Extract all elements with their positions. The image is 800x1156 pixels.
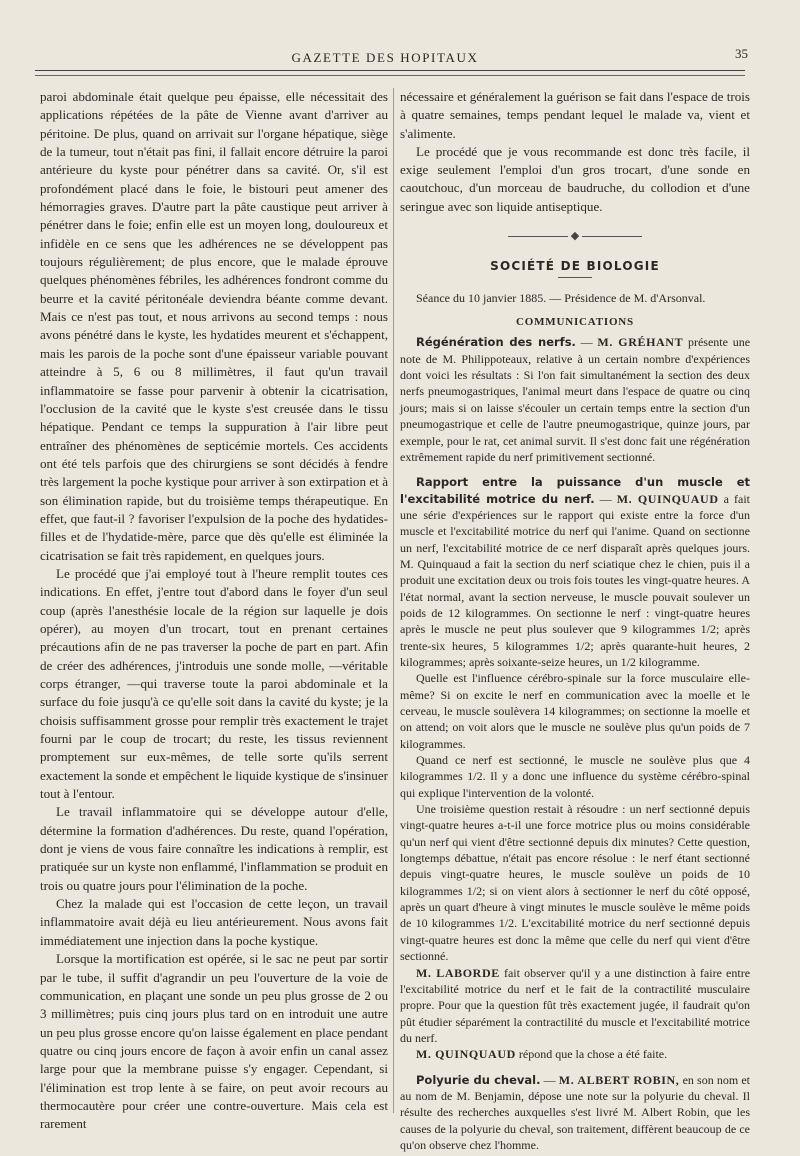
left-column [40,88,388,1134]
article-regeneration [400,334,750,465]
communications-heading: COMMUNICATIONS [516,316,634,329]
running-title: GAZETTE DES HOPITAUX [291,50,479,65]
article-title: Polyurie du cheval. [416,1072,541,1087]
author: M. QUINQUAUD [616,491,719,506]
reply-text: répond que la chose a été faite. [518,1047,668,1062]
author: M. LABORDE [416,965,500,980]
seance-line: Séance du 10 janvier 1885. — Présidence de M. d'Arsonval. [416,290,706,305]
author: M. ALBERT ROBIN, [558,1072,680,1087]
paragraph: Une troisième question restait à résoudre : un nerf sectionné depuis vingt-quatre heures a-t-il une force motrice plus ou moins considérable qu'un nerf qui vient d'être sectionné depuis dix minutes? Cette question, longtemps débattue, n'était pas encore résolue : le nerf étant sectionné depuis vingt-quatre heures, le muscle soulève un poids de 10 kilogrammes 1/2; si on vient alors à sectionner le nerf du côté opposé, après un quart d'heure à vingt minutes le muscle soulève le même poids de 10 kilogrammes 1/2. L'excitabilité motrice du nerf sectionné depuis vingt-quatre heures est donc la même que celle du nerf qui vient d'être sectionné. [400,802,750,964]
remark-text: fait observer qu'il y a une distinction à faire entre l'excitabilité motrice du nerf et le fait de la contractilité musculaire propre. Pour que la question fût très exactement jugée, il faudrait qu'on pût étudier séparément la contractilité du muscle et l'excitabilité motrice du nerf. [400,965,751,1045]
paragraph: Le travail inflammatoire qui se développe autour d'elle, détermine la formation d'adhérences. Du reste, quand l'opération, dont je viens de vous faire connaître les indications à remplir, est pratiquée sur un kyste non enflammé, l'inflammation se produit en trois ou quatre jours pour l'élimination de la poche. [40,804,388,893]
paragraph: Lorsque la mortification est opérée, si le sac ne peut par sortir par le tube, il suffit d'agrandir un peu l'ouverture de la voie de communication, en plaçant une sonde un peu plus grosse de 2 ou 3 millimètres; puis cinq jours plus tard on en introduit une autre un peu plus grosse encore qu'on laisse également en place pendant quatre ou cinq jours encore de façon à avoir enfin un canal assez large pour que la membrane puisse s'y engager. Cependant, si l'élimination est trop lente à se faire, on peut avoir recours au thermocautère pour créer une contre-ouverture. Mais cela est rarement [40,951,388,1132]
column-divider [393,88,394,1113]
header-rule [35,70,745,76]
paragraph: Le procédé que je vous recommande est donc très facile, il exige seulement l'emploi d'un gros trocart, d'une sonde en caoutchouc, d'un morceau de baudruche, du collodion et d'une seringue avec son liquide antiseptique. [400,143,750,214]
laborde-remark [400,965,750,1047]
author: M. QUINQUAUD [416,1047,516,1062]
title-rule [558,277,592,278]
paragraph: Chez la malade qui est l'occasion de cette leçon, un travail inflammatoire avait déjà eu lieu antérieurement. Nous avons fait immédiatement une injection dans la poche kystique. [40,896,388,948]
paragraph: Le procédé que j'ai employé tout à l'heure remplit toutes ces indications. En effet, j'entre tout d'abord dans le foyer d'un seul coup (après l'anesthésie locale de la région sur laquelle je dois opérer), au moyen d'un trocart, tout en prenant certaines précautions afin de ne pas traverser la poche de part en part. Afin de créer des adhérences, j'introduis une sonde molle, —véritable corps étranger, —qui traverse toute la paroi abdominale et la surface du foie jusqu'à ce qu'elle soit dans la cavité du kyste; je la choisis suffisamment grosse pour remplir très exactement le trajet fourni par le coup de trocart; du reste, les tissus reviennent promptement sur eux-mêmes, de telle sorte qu'ils serrent exactement la sonde et empêchent le liquide kystique de s'insinuer tout à l'entour. [40,565,388,802]
article-rapport [400,474,750,670]
article-title: Rapport entre la puissance d'un muscle et l'excitabilité motrice du nerf. [400,475,750,506]
dash: — [540,1072,559,1087]
article-title: Régénération des nerfs. [416,335,576,350]
author: M. GRÉHANT [597,335,684,350]
quinquaud-reply [400,1046,750,1062]
page-header [0,46,800,68]
dash: — [575,335,598,350]
paragraph: paroi abdominale était quelque peu épaisse, elle nécessitait des applications répétées de la pâte de Vienne avant d'arriver au péritoine. De plus, quand on arrivait sur l'organe hépatique, siège de la tumeur, tout n'était pas fini, il fallait encore détruire la paroi antérieure du kyste pour pénétrer dans sa cavité. Or, s'il est profondément placé dans le foie, le bistouri peut amener des hémorragies graves. D'autre part la pâte caustique peut arriver à pénétrer dans le foie; enfin elle est un moyen long, douloureux et infidèle en ce sens que les adhérences ne se développent pas toujours régulièrement; de plus encore, que le malade éprouve quelques phénomènes fébriles, les adhérences fondront comme du beurre et la cavité péritonéale deviendra béante comme devant. Mais ce n'est pas tout, et nous arrivons au second temps : nous avons pénétré dans le kyste, les hydatides meurent et s'échappent, mais les parois de la poche sont d'une épaisseur variable pouvant atteindre à 5, 6 ou 8 millimètres, il faut qu'un travail inflammatoire se fasse pour parvenir à obtenir la cicatrisation, l'occlusion de la cavité que le kyste s'est creusée dans le tissu hépatique. Pendant ce temps la suppuration à l'air libre peut entraîner des phénomènes de septicémie mortels. Ces accidents ont été tels parfois que des chirurgiens se sont décidés à fendre très largement la poche kystique pour arriver à son extirpation et à son élimination rapide, but du troisième temps thérapeutique. En effet, que faut-il ? favoriser l'expulsion de la poche des hydatides-filles et de l'hydatide-mère, parce que dès qu'elle est éliminée la cicatrisation se fait très rapidement, en quelques jours. [40,89,388,563]
paragraph: Quand ce nerf est sectionné, le muscle ne soulève plus que 4 kilogrammes 1/2. Il y a donc une influence du système cérébro-spinal qui explique l'intervention de la volonté. [400,753,750,800]
article-text: en son nom et au nom de M. Benjamin, dépose une note sur la polyurie du cheval. Il résulte des recherches auxquelles s'est livré M. Albert Robin, que les causes de la polyurie du cheval, son traitement, diffèrent beaucoup de ce qu'on observe chez l'homme. [400,1072,751,1152]
article-text: présente une note de M. Philippoteaux, relative à un certain nombre d'expériences dont voici les résultats : Si l'on fait simultanément la section des deux nerfs pneumogastriques, l'animal meurt dans l'espace de quatre ou cinq jours; mais si on laisse s'écouler un certain temps entre la section d'un pneumogastrique et celle de l'autre pneumogastrique, quinze jours, par exemple, pour le rat, cet animal survit. Il s'est donc fait une régénération extrêmement rapide du nerf primitivement sectionné. [400,335,751,464]
paragraph: Quelle est l'influence cérébro-spinale sur la force musculaire elle-même? Si on excite le nerf en communication avec la moelle et le cerveau, le muscle soulèvera 14 kilogrammes; on sectionne la moelle et on attend; on voit alors que le muscle ne soulève plus qu'un poids de 7 kilogrammes. [400,671,750,751]
article-polyurie [400,1072,750,1154]
article-text: a fait une série d'expériences sur le rapport qui existe entre la force d'un muscle et l'excitabilité motrice du nerf qui l'anime. Quand on sectionne un nerf, l'excitabilité motrice de ce nerf disparaît après quelques jours. M. Quinquaud a fait la section du nerf sciatique chez le chien, puis il a produit une excitation deux ou trois fois toutes les vingt-quatre heures. A l'état normal, avant la section nerveuse, le muscle pouvait soulever un poids de 12 kilogrammes. On sectionne le nerf : vingt-quatre heures après le muscle ne peut plus soulever que 9 kilogrammes 1/2; après trente-six heures, 5 kilogrammes 1/2; après quarante-huit heures, 2 kilogrammes; après soixante-seize heures, un 1/2 kilogramme. [400,491,750,669]
paragraph: nécessaire et généralement la guérison se fait dans l'espace de trois à quatre semaines, temps pendant lequel le malade va, vient et s'alimente. [400,89,750,141]
dash: — [594,491,617,506]
section-ornament: ◆ [400,228,750,244]
right-column [400,88,750,1153]
page-number: 35 [735,46,748,61]
section-title: SOCIÉTÉ DE BIOLOGIE [490,259,660,274]
